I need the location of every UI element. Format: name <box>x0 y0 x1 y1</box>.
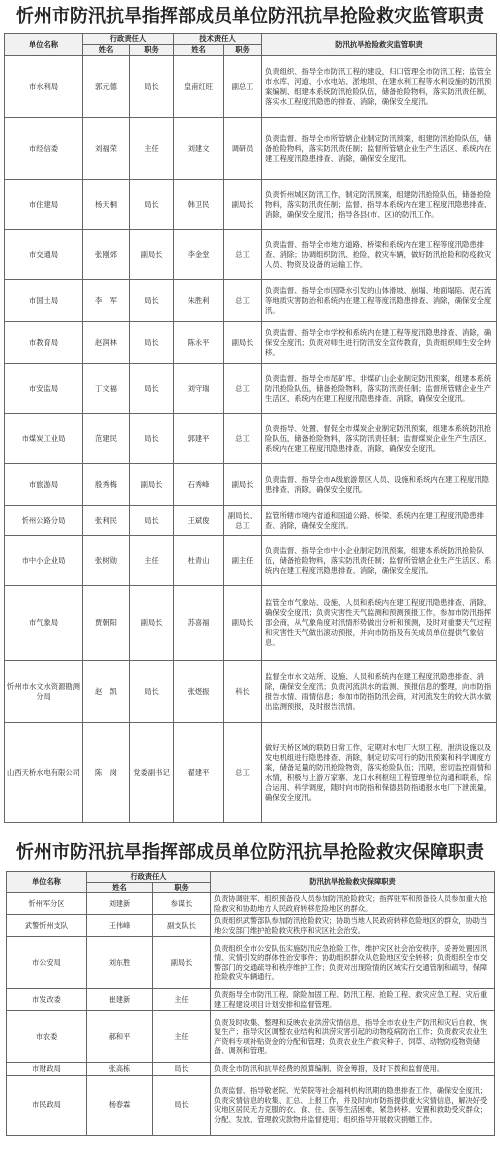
tech-post-cell: 科长 <box>224 661 262 723</box>
table-row <box>7 915 495 937</box>
duty-cell: 负责监督、指导全市尾矿库、非煤矿山企业制定防汛预案，组建本系统防汛抢险队伍，储备抢险物料，落实防汛责任制；监督所管辖企业生产生活区、系统内在建工程度汛隐患排查、消除，确保安全度汛。 <box>262 364 497 414</box>
admin-name-cell: 杨春霖 <box>87 1075 153 1135</box>
table-row <box>5 661 497 723</box>
tech-post-cell: 副总工 <box>224 56 262 118</box>
duty-cell: 负责全市防汛和抗旱经费的预算编制、资金筹措，及时下拨和监督使用。 <box>211 1063 495 1076</box>
header-unit: 单位名称 <box>7 872 87 893</box>
tech-name-cell: 翟建平 <box>174 723 224 823</box>
unit-cell: 市住建局 <box>5 180 83 230</box>
header-tech: 技术责任人 <box>174 34 262 45</box>
admin-post-cell: 局长 <box>130 56 174 118</box>
duty-cell: 负责监督、指导全市A级旅游景区人员、设施和系统内在建工程度汛隐患排查、消除，确保安全度汛。 <box>262 464 497 506</box>
table-row <box>7 937 495 989</box>
admin-name-cell: 赵 凯 <box>83 661 130 723</box>
table-row <box>5 723 497 823</box>
duty-cell: 做好天桥区域的联防日常工作，定期对水电厂大坝工程、泄洪设施以及发电机组进行隐患排查、消除，制定切实可行的防汛预案和科学调度方案，储备足量的防汛抢险物资，落实抢险队伍；汛期，密切监控雨情和水情，积极与上游万家寨、龙口水利枢纽工程管理单位沟通和联系，综合运用、科学调度，随时向市防指和保德县防指通报水电厂下泄流量，确保安全度汛。 <box>262 723 497 823</box>
admin-post-cell: 副局长 <box>130 230 174 280</box>
duty-cell: 负责监督、指导全市中小企业制定防汛预案，组建本系统防汛抢险队伍，储备抢险物料，落实防汛责任制；监督所管辖企业生产生活区、系统内在建工程度汛隐患排查、消除，确保安全度汛。 <box>262 536 497 586</box>
tech-post-cell: 副局长 <box>224 322 262 364</box>
duty-cell: 负责指导、处置、督促全市煤炭企业制定防汛预案，组建本系统防汛抢险队伍，储备抢险物料，落实防汛责任制；监督煤炭企业生产生活区、系统内在建工程度汛隐患排查、消除，确保安全度汛。 <box>262 414 497 464</box>
tech-name-cell: 陈永平 <box>174 322 224 364</box>
unit-cell: 市旅游局 <box>5 464 83 506</box>
admin-post-cell: 参谋长 <box>153 893 211 915</box>
duty-cell: 负责监督、指导全市因降水引发的山体滑坡、崩塌、地面塌陷、泥石流等地质灾害防治和系统内在建工程等度汛隐患排查、消除，确保安全度汛。 <box>262 280 497 322</box>
table-row <box>5 464 497 506</box>
admin-name-cell: 范建民 <box>83 414 130 464</box>
admin-post-cell: 局长 <box>130 414 174 464</box>
admin-post-cell: 局长 <box>153 1063 211 1076</box>
header-admin-name: 姓名 <box>87 882 153 893</box>
table-row <box>5 230 497 280</box>
admin-name-cell: 赵润林 <box>83 322 130 364</box>
supervision-table <box>4 33 497 823</box>
unit-cell: 市发改委 <box>7 989 87 1011</box>
admin-post-cell: 局长 <box>130 280 174 322</box>
support-table-body <box>7 893 495 1136</box>
duty-cell: 负责监督、指导全市地方道路、桥梁和系统内在建工程等度汛隐患排查、消除；协调组织防汛、抢险、救灾车辆，做好防汛抢险和防疫救灾人员、物资及设备的运输工作。 <box>262 230 497 280</box>
duty-cell: 监督全市水文站所、设施、人员和系统内在建工程度汛隐患排查、消除，确保安全度汛；负责河流洪水的监测、预报信息的整理，向市防指报告水情、雨情信息；参加市防指防汛会商，对河流发生的较大洪水做出监测预报，及时报告汛情。 <box>262 661 497 723</box>
admin-post-cell: 主任 <box>153 1011 211 1063</box>
tech-name-cell: 张煜振 <box>174 661 224 723</box>
admin-post-cell: 局长 <box>130 180 174 230</box>
table-row <box>7 1063 495 1076</box>
admin-name-cell: 刘东胜 <box>87 937 153 989</box>
tech-post-cell: 副局长、总工 <box>224 506 262 536</box>
tech-name-cell: 朱胜利 <box>174 280 224 322</box>
admin-name-cell: 张树勋 <box>83 536 130 586</box>
table-row <box>5 280 497 322</box>
page-title-supervision: 忻州市防汛抗旱指挥部成员单位防汛抗旱抢险救灾监管职责 <box>16 6 484 27</box>
admin-name-cell: 丁文福 <box>83 364 130 414</box>
table-row <box>5 56 497 118</box>
tech-name-cell: 韩卫民 <box>174 180 224 230</box>
unit-cell: 市煤炭工业局 <box>5 414 83 464</box>
duty-cell: 负责组织武警部队参加防汛抢险救灾；协助当地人民政府转移危险地区的群众，协助当地公安部门维护抢险救灾秩序和灾区社会治安。 <box>211 915 495 937</box>
unit-cell: 市民政局 <box>7 1075 87 1135</box>
header-admin-name: 姓名 <box>83 45 130 56</box>
tech-name-cell: 刘建文 <box>174 118 224 180</box>
header-duty: 防汛抗旱抢险救灾保障职责 <box>211 872 495 893</box>
tech-name-cell: 苏喜福 <box>174 586 224 661</box>
header-unit: 单位名称 <box>5 34 83 56</box>
admin-name-cell: 郝和平 <box>87 1011 153 1063</box>
table-row <box>5 118 497 180</box>
duty-cell: 监管所辖市境内省道和国道公路、桥梁、系统内在建工程度汛隐患排查、消除，确保安全度汛。 <box>262 506 497 536</box>
duty-cell: 负责监督、指导全市学校和系统内在建工程等度汛隐患排查、消除，确保安全度汛；负责对师生进行防汛安全宣传教育，负责组织师生安全转移。 <box>262 322 497 364</box>
duty-cell: 负责组织、指导全市防汛工程的建设，归口管理全市防汛工程；监管全市水库、河道、小水电站、淤地坝、在建水利工程等水利设施的防汛预案编制、组建本系统防汛抢险队伍，储备抢险物料，落实防汛责任制，落实水工程度汛隐患的排查、消除，确保安全度汛。 <box>262 56 497 118</box>
tech-post-cell: 调研员 <box>224 118 262 180</box>
unit-cell: 武警忻州支队 <box>7 915 87 937</box>
admin-post-cell: 局长 <box>153 1075 211 1135</box>
admin-name-cell: 郭元德 <box>83 56 130 118</box>
unit-cell: 市财政局 <box>7 1063 87 1076</box>
table-row <box>5 322 497 364</box>
admin-name-cell: 杨天桐 <box>83 180 130 230</box>
tech-post-cell: 副局长 <box>224 464 262 506</box>
support-table <box>6 871 495 1136</box>
table-row <box>7 1075 495 1135</box>
unit-cell: 市国土局 <box>5 280 83 322</box>
admin-name-cell: 贾朝阳 <box>83 586 130 661</box>
table-row <box>5 506 497 536</box>
admin-name-cell: 王伟峰 <box>87 915 153 937</box>
tech-post-cell: 总工 <box>224 280 262 322</box>
admin-name-cell: 张刚郊 <box>83 230 130 280</box>
duty-cell: 负责及时收集、整理和反映农业洪涝灾情信息，指导全市农业生产防汛和灾后自救、恢复生产；指导灾区调整农业结构和洪涝灾害引起的动物疫病防治工作；负责救灾农业生产资料专项补贴资金的分配和管理；负责农业生产救灾种子、饲草、动物防疫物资储备、调剂和管理。 <box>211 1011 495 1063</box>
tech-name-cell: 郭建平 <box>174 414 224 464</box>
admin-name-cell: 刘福荣 <box>83 118 130 180</box>
admin-name-cell: 张高栋 <box>87 1063 153 1076</box>
admin-name-cell: 崔建新 <box>87 989 153 1011</box>
table-row <box>7 989 495 1011</box>
admin-post-cell: 副局长 <box>130 464 174 506</box>
unit-cell: 忻州市水文水资源勘测分局 <box>5 661 83 723</box>
header-tech-name: 姓名 <box>174 45 224 56</box>
page-title-support: 忻州市防汛抗旱指挥部成员单位防汛抗旱抢险救灾保障职责 <box>16 842 484 863</box>
admin-post-cell: 党委副书记 <box>130 723 174 823</box>
table-row <box>7 893 495 915</box>
tech-name-cell: 皇甫红旺 <box>174 56 224 118</box>
admin-post-cell: 副局长 <box>153 937 211 989</box>
table-row <box>5 586 497 661</box>
admin-post-cell: 主任 <box>153 989 211 1011</box>
tech-name-cell: 王斌俊 <box>174 506 224 536</box>
admin-name-cell: 陈 岗 <box>83 723 130 823</box>
table-row <box>5 180 497 230</box>
tech-post-cell: 副局长 <box>224 180 262 230</box>
tech-post-cell: 总工 <box>224 723 262 823</box>
duty-cell: 负责监督、指导全市所管辖企业制定防汛预案，组建防汛抢险队伍，储备抢险物料，落实防汛责任制；监督所管辖企业生产生活区、系统内在建工程度汛隐患排查、消除，确保安全度汛。 <box>262 118 497 180</box>
tech-post-cell: 副主任 <box>224 536 262 586</box>
header-duty: 防汛抗旱抢险救灾监管职责 <box>262 34 497 56</box>
duty-cell: 负责监督、指导敬老院、光荣院等社会福利机构汛期的隐患排查工作，确保安全度汛；负责灾情信息的收集、汇总、上报工作，并及时向市防指提供重大灾情信息，解决好受灾地区居民无力克服的衣、食、住、医等生活困难，紧急转移、安置和救助受灾群众；分配、发放、管理救灾款物并监督使用；组织指导开展救灾捐赠工作。 <box>211 1075 495 1135</box>
header-tech-post: 职务 <box>224 45 262 56</box>
unit-cell: 市经信委 <box>5 118 83 180</box>
admin-name-cell: 张利民 <box>83 506 130 536</box>
admin-name-cell: 殷秀梅 <box>83 464 130 506</box>
admin-post-cell: 局长 <box>130 364 174 414</box>
duty-cell: 负责组织全市公安队伍实施防汛应急抢险工作，维护灾区社会治安秩序，妥善处置因汛情、灾情引发的群体性治安事件；协助组织群众从危险地区安全转移；负责组织全市交警部门的交通疏导和秩序维护工作；负责对出现险情的区域实行交通管制和疏导，保障抢险救灾车辆通行。 <box>211 937 495 989</box>
unit-cell: 市农委 <box>7 1011 87 1063</box>
unit-cell: 市安监局 <box>5 364 83 414</box>
admin-post-cell: 局长 <box>130 661 174 723</box>
duty-cell: 负责指导全市防汛工程、除险加固工程、防汛工程、抢险工程、救灾应急工程、灾后重建工程建设项目计划安排和监督管理。 <box>211 989 495 1011</box>
unit-cell: 市水利局 <box>5 56 83 118</box>
admin-name-cell: 李 军 <box>83 280 130 322</box>
admin-name-cell: 刘建新 <box>87 893 153 915</box>
unit-cell: 忻州公路分局 <box>5 506 83 536</box>
unit-cell: 山西天桥水电有限公司 <box>5 723 83 823</box>
table-row <box>7 1011 495 1063</box>
admin-post-cell: 主任 <box>130 536 174 586</box>
unit-cell: 市气象局 <box>5 586 83 661</box>
unit-cell: 忻州军分区 <box>7 893 87 915</box>
duty-cell: 负责忻州城区防汛工作，制定防汛预案，组建防汛抢险队伍，储备抢险物料，落实防汛责任制；监督、指导本系统内在建工程度汛隐患排查、消除，确保安全度汛；指导各县(市、区)的防汛工作。 <box>262 180 497 230</box>
unit-cell: 市交通局 <box>5 230 83 280</box>
unit-cell: 市中小企业局 <box>5 536 83 586</box>
admin-post-cell: 副局长 <box>130 586 174 661</box>
table-row <box>5 536 497 586</box>
header-admin: 行政责任人 <box>87 872 211 883</box>
tech-post-cell: 总工 <box>224 230 262 280</box>
table-row <box>5 414 497 464</box>
admin-post-cell: 主任 <box>130 118 174 180</box>
tech-name-cell: 杜青山 <box>174 536 224 586</box>
tech-name-cell: 刘守瑞 <box>174 364 224 414</box>
admin-post-cell: 局长 <box>130 506 174 536</box>
admin-post-cell: 局长 <box>130 322 174 364</box>
duty-cell: 监管全市气象站、设施、人员和系统内在建工程度汛隐患排查、消除，确保安全度汛；负责灾害性天气监测和预测预报工作，参加市防汛指挥部会商，从气象角度对汛情形势做出分析和预测，及时对重要天气过程和灾害性天气做出滚动预报，并向市防指及有关成员单位提供气象信息。 <box>262 586 497 661</box>
tech-post-cell: 副局长 <box>224 586 262 661</box>
unit-cell: 市教育局 <box>5 322 83 364</box>
unit-cell: 市公安局 <box>7 937 87 989</box>
header-admin: 行政责任人 <box>83 34 174 45</box>
table-row <box>5 364 497 414</box>
header-admin-post: 职务 <box>153 882 211 893</box>
supervision-table-body <box>5 56 497 823</box>
tech-post-cell: 总工 <box>224 364 262 414</box>
tech-name-cell: 石秀峰 <box>174 464 224 506</box>
admin-post-cell: 副支队长 <box>153 915 211 937</box>
tech-name-cell: 李金堂 <box>174 230 224 280</box>
header-admin-post: 职务 <box>130 45 174 56</box>
duty-cell: 负责协调驻军、组织预备役人员参加防汛抢险救灾；指挥驻军和预备役人员参加重大抢险救灾和协助地方人民政府转移危险地区的群众。 <box>211 893 495 915</box>
tech-post-cell: 总工 <box>224 414 262 464</box>
